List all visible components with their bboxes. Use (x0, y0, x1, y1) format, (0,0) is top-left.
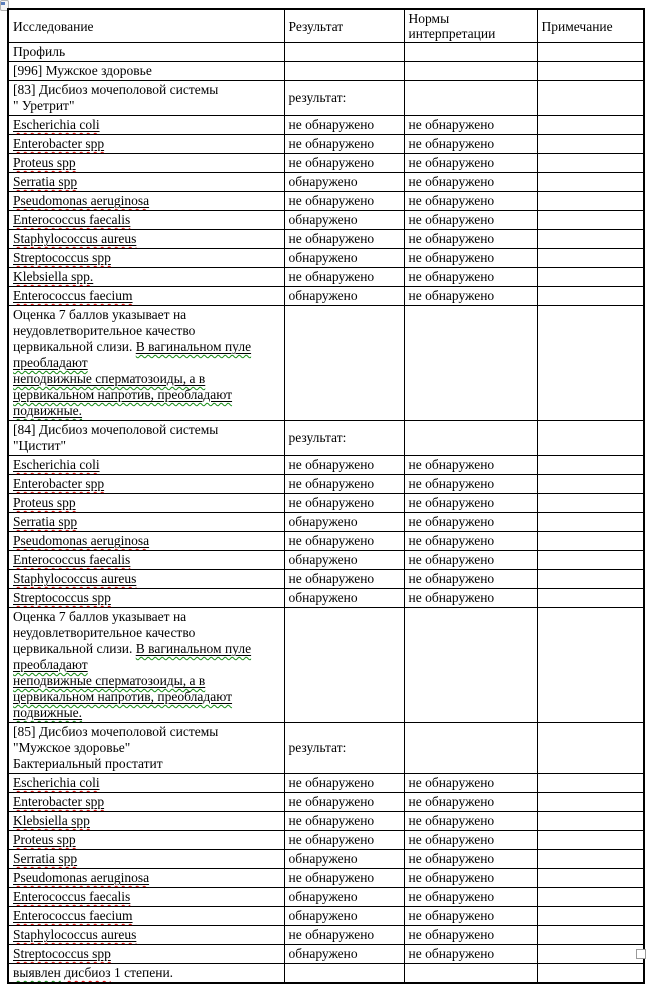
norm-cell[interactable]: не обнаружено (404, 135, 537, 154)
table-header-row (8, 9, 644, 43)
note-cell[interactable] (537, 494, 644, 513)
study-text: [84] Дисбиоз мочеполовой системы (13, 422, 219, 437)
result-cell[interactable]: обнаружено (284, 173, 404, 192)
table-row (8, 62, 644, 81)
study-text: неудовлетворительное качество (13, 323, 196, 338)
study-text: Staphylococcus aureus (13, 927, 137, 942)
result-cell[interactable]: обнаружено (284, 907, 404, 926)
note-cell[interactable] (537, 230, 644, 249)
study-text: [996] Мужское здоровье (13, 63, 152, 78)
table-row (8, 513, 644, 532)
result-cell[interactable] (284, 306, 404, 421)
study-cell[interactable] (8, 907, 284, 926)
result-cell[interactable]: обнаружено (284, 888, 404, 907)
norm-cell[interactable] (404, 62, 537, 81)
note-cell[interactable] (537, 475, 644, 494)
study-text: Klebsiella spp (13, 813, 90, 828)
note-cell[interactable] (537, 211, 644, 230)
study-cell[interactable] (8, 173, 284, 192)
study-cell[interactable] (8, 268, 284, 287)
study-text: Профиль (13, 44, 66, 59)
study-text: "Мужское здоровье" (13, 740, 131, 755)
result-cell[interactable]: не обнаружено (284, 869, 404, 888)
study-text: [83] Дисбиоз мочеполовой системы (13, 82, 219, 97)
study-cell[interactable] (8, 964, 284, 984)
study-text: преобладают (13, 355, 88, 370)
study-text: Pseudomonas aeruginosa (13, 533, 150, 548)
study-text: " Уретрит" (13, 98, 75, 113)
result-cell[interactable]: не обнаружено (284, 475, 404, 494)
study-text: Streptococcus spp (13, 250, 111, 265)
study-text: Оценка 7 баллов указывает на (13, 609, 187, 624)
study-text: Serratia spp (13, 851, 78, 866)
result-cell[interactable]: не обнаружено (284, 831, 404, 850)
note-cell[interactable] (537, 173, 644, 192)
study-cell[interactable] (8, 192, 284, 211)
study-text: цервикальном напротив, преобладают (13, 387, 233, 402)
result-cell[interactable]: не обнаружено (284, 135, 404, 154)
study-cell[interactable] (8, 850, 284, 869)
norm-cell[interactable]: не обнаружено (404, 475, 537, 494)
result-cell[interactable]: не обнаружено (284, 793, 404, 812)
study-text: Enterococcus faecalis (13, 212, 131, 227)
norm-cell[interactable]: не обнаружено (404, 173, 537, 192)
norm-cell[interactable]: не обнаружено (404, 774, 537, 793)
study-text: Staphylococcus aureus (13, 231, 137, 246)
norm-cell[interactable] (404, 43, 537, 62)
note-cell[interactable] (537, 907, 644, 926)
note-cell[interactable] (537, 513, 644, 532)
table-row (8, 306, 644, 421)
col-header-study[interactable]: Исследование (8, 9, 284, 43)
table-row (8, 869, 644, 888)
study-cell[interactable] (8, 551, 284, 570)
note-cell[interactable] (537, 589, 644, 608)
norm-cell[interactable]: не обнаружено (404, 154, 537, 173)
norm-cell[interactable] (404, 964, 537, 984)
study-cell[interactable] (8, 306, 284, 421)
result-cell[interactable] (284, 964, 404, 984)
norm-cell[interactable]: не обнаружено (404, 287, 537, 306)
study-text: [85] Дисбиоз мочеполовой системы (13, 724, 219, 739)
study-cell[interactable] (8, 513, 284, 532)
result-cell[interactable]: обнаружено (284, 287, 404, 306)
note-cell[interactable] (537, 62, 644, 81)
study-text: "Цистит" (13, 438, 67, 453)
note-cell[interactable] (537, 608, 644, 723)
study-text: Enterobacter spp (13, 136, 105, 151)
norm-cell[interactable]: не обнаружено (404, 812, 537, 831)
study-text: Klebsiella spp. (13, 269, 94, 284)
table-row (8, 154, 644, 173)
table-body (8, 43, 644, 984)
study-cell[interactable] (8, 116, 284, 135)
table-row (8, 211, 644, 230)
study-cell[interactable] (8, 421, 284, 456)
norm-cell[interactable]: не обнаружено (404, 268, 537, 287)
norm-cell[interactable] (404, 306, 537, 421)
study-text: Serratia spp (13, 514, 78, 529)
note-cell[interactable] (537, 532, 644, 551)
study-cell[interactable] (8, 869, 284, 888)
study-text: Escherichia coli (13, 117, 100, 132)
norm-cell[interactable]: не обнаружено (404, 869, 537, 888)
study-cell[interactable] (8, 888, 284, 907)
table-row (8, 494, 644, 513)
table-row (8, 964, 644, 984)
norm-cell[interactable]: не обнаружено (404, 551, 537, 570)
result-cell[interactable]: обнаружено (284, 513, 404, 532)
table-row (8, 551, 644, 570)
study-text: Proteus spp (13, 832, 76, 847)
study-text: Pseudomonas aeruginosa (13, 193, 150, 208)
norm-cell[interactable]: не обнаружено (404, 116, 537, 135)
study-text: В вагинальном пуле (135, 641, 252, 656)
table-row (8, 812, 644, 831)
note-cell[interactable] (537, 793, 644, 812)
study-cell[interactable] (8, 230, 284, 249)
norm-cell[interactable] (404, 608, 537, 723)
result-cell[interactable]: не обнаружено (284, 116, 404, 135)
result-cell[interactable]: обнаружено (284, 211, 404, 230)
lab-results-table (7, 8, 645, 984)
table-row (8, 570, 644, 589)
study-text: Enterococcus faecium (13, 908, 133, 923)
study-text: цервикальной слизи. (13, 339, 136, 354)
result-cell[interactable]: не обнаружено (284, 192, 404, 211)
study-cell[interactable] (8, 608, 284, 723)
study-text: Enterobacter spp (13, 794, 105, 809)
note-cell[interactable] (537, 926, 644, 945)
result-cell[interactable]: обнаружено (284, 551, 404, 570)
note-cell[interactable] (537, 192, 644, 211)
table-row (8, 192, 644, 211)
note-cell[interactable] (537, 306, 644, 421)
result-cell[interactable]: не обнаружено (284, 570, 404, 589)
note-cell[interactable] (537, 421, 644, 456)
result-cell[interactable]: обнаружено (284, 945, 404, 964)
study-text: неудовлетворительное качество (13, 625, 196, 640)
note-cell[interactable] (537, 812, 644, 831)
study-text: подвижные. (13, 705, 83, 720)
study-text: Proteus spp (13, 495, 76, 510)
table-row (8, 43, 644, 62)
result-cell[interactable] (284, 62, 404, 81)
note-cell[interactable] (537, 551, 644, 570)
table-row (8, 831, 644, 850)
result-cell[interactable]: не обнаружено (284, 154, 404, 173)
note-cell[interactable] (537, 135, 644, 154)
study-cell[interactable] (8, 62, 284, 81)
norm-cell[interactable]: не обнаружено (404, 831, 537, 850)
table-row (8, 945, 644, 964)
table-row (8, 608, 644, 723)
table-row (8, 230, 644, 249)
note-cell[interactable] (537, 869, 644, 888)
table-row (8, 888, 644, 907)
study-text: Serratia spp (13, 174, 78, 189)
note-cell[interactable] (537, 43, 644, 62)
note-cell[interactable] (537, 249, 644, 268)
table-row (8, 287, 644, 306)
table-row (8, 116, 644, 135)
study-cell[interactable] (8, 43, 284, 62)
study-cell[interactable] (8, 475, 284, 494)
study-cell[interactable] (8, 81, 284, 116)
note-cell[interactable] (537, 723, 644, 774)
table-row (8, 421, 644, 456)
norm-cell[interactable]: не обнаружено (404, 589, 537, 608)
study-cell[interactable] (8, 831, 284, 850)
study-text: Бактериальный простатит (13, 756, 163, 771)
result-cell[interactable]: результат: (284, 81, 404, 116)
result-cell[interactable]: не обнаружено (284, 456, 404, 475)
col-header-note[interactable]: Примечание (537, 9, 644, 43)
note-cell[interactable] (537, 154, 644, 173)
result-cell[interactable] (284, 608, 404, 723)
norm-cell[interactable] (404, 421, 537, 456)
note-cell[interactable] (537, 964, 644, 984)
norm-cell[interactable]: не обнаружено (404, 494, 537, 513)
study-text: неподвижные сперматозоиды, а в (13, 673, 206, 688)
note-cell[interactable] (537, 268, 644, 287)
note-cell[interactable] (537, 945, 644, 964)
study-cell[interactable] (8, 249, 284, 268)
note-cell[interactable] (537, 774, 644, 793)
table-row (8, 456, 644, 475)
study-cell[interactable] (8, 154, 284, 173)
study-text: цервикальной слизи. (13, 641, 136, 656)
norm-cell[interactable] (404, 81, 537, 116)
col-header-norms[interactable]: Нормы интерпретации (404, 9, 537, 43)
result-cell[interactable]: обнаружено (284, 850, 404, 869)
result-cell[interactable]: не обнаружено (284, 494, 404, 513)
study-cell[interactable] (8, 589, 284, 608)
table-row (8, 926, 644, 945)
norm-cell[interactable] (404, 723, 537, 774)
study-text: Enterococcus faecium (13, 288, 133, 303)
result-cell[interactable]: не обнаружено (284, 812, 404, 831)
study-cell[interactable] (8, 287, 284, 306)
result-cell[interactable]: не обнаружено (284, 268, 404, 287)
table-resize-handle[interactable] (636, 949, 646, 959)
study-cell[interactable] (8, 774, 284, 793)
norm-cell[interactable]: не обнаружено (404, 456, 537, 475)
col-header-result[interactable]: Результат (284, 9, 404, 43)
study-cell[interactable] (8, 494, 284, 513)
study-text: Escherichia coli (13, 775, 100, 790)
norm-cell[interactable]: не обнаружено (404, 945, 537, 964)
result-cell[interactable]: обнаружено (284, 249, 404, 268)
table-row (8, 173, 644, 192)
norm-cell[interactable]: не обнаружено (404, 513, 537, 532)
study-text: преобладают (13, 657, 88, 672)
table-row (8, 907, 644, 926)
study-cell[interactable] (8, 926, 284, 945)
study-cell[interactable] (8, 211, 284, 230)
result-cell[interactable]: не обнаружено (284, 774, 404, 793)
table-row (8, 268, 644, 287)
result-cell[interactable]: не обнаружено (284, 532, 404, 551)
study-text: Escherichia coli (13, 457, 100, 472)
study-text: дисбиоз (64, 965, 111, 980)
study-cell[interactable] (8, 570, 284, 589)
study-text: Staphylococcus aureus (13, 571, 137, 586)
study-text: выявлен (13, 965, 61, 980)
table-row (8, 135, 644, 154)
result-cell[interactable] (284, 43, 404, 62)
norm-cell[interactable]: не обнаружено (404, 532, 537, 551)
study-text: Enterobacter spp (13, 476, 105, 491)
study-cell[interactable] (8, 945, 284, 964)
study-text: Streptococcus spp (13, 946, 111, 961)
result-cell[interactable]: результат: (284, 421, 404, 456)
study-text: Enterococcus faecalis (13, 552, 131, 567)
table-row (8, 475, 644, 494)
table-row (8, 249, 644, 268)
study-text: Оценка 7 баллов указывает на (13, 307, 187, 322)
table-row (8, 793, 644, 812)
study-cell[interactable] (8, 723, 284, 774)
result-cell[interactable]: результат: (284, 723, 404, 774)
study-cell[interactable] (8, 135, 284, 154)
result-cell[interactable]: не обнаружено (284, 230, 404, 249)
study-text: подвижные. (13, 403, 83, 418)
study-text: Streptococcus spp (13, 590, 111, 605)
norm-cell[interactable]: не обнаружено (404, 850, 537, 869)
study-text: Pseudomonas aeruginosa (13, 870, 150, 885)
norm-cell[interactable]: не обнаружено (404, 926, 537, 945)
note-cell[interactable] (537, 888, 644, 907)
norm-cell[interactable]: не обнаружено (404, 230, 537, 249)
study-cell[interactable] (8, 812, 284, 831)
note-cell[interactable] (537, 570, 644, 589)
table-row (8, 532, 644, 551)
study-text: цервикальном напротив, преобладают (13, 689, 233, 704)
norm-cell[interactable]: не обнаружено (404, 907, 537, 926)
study-text: неподвижные сперматозоиды, а в (13, 371, 206, 386)
study-text: В вагинальном пуле (135, 339, 252, 354)
table-row (8, 589, 644, 608)
study-cell[interactable] (8, 456, 284, 475)
result-cell[interactable]: обнаружено (284, 589, 404, 608)
norm-cell[interactable]: не обнаружено (404, 249, 537, 268)
norm-cell[interactable]: не обнаружено (404, 192, 537, 211)
note-cell[interactable] (537, 116, 644, 135)
study-text: 1 степени. (110, 965, 174, 980)
table-row (8, 774, 644, 793)
norm-cell[interactable]: не обнаружено (404, 211, 537, 230)
note-cell[interactable] (537, 456, 644, 475)
note-cell[interactable] (537, 831, 644, 850)
norm-cell[interactable]: не обнаружено (404, 793, 537, 812)
result-cell[interactable]: не обнаружено (284, 926, 404, 945)
note-cell[interactable] (537, 81, 644, 116)
norm-cell[interactable]: не обнаружено (404, 570, 537, 589)
study-cell[interactable] (8, 532, 284, 551)
note-cell[interactable] (537, 850, 644, 869)
table-move-handle-glyph (1, 2, 5, 5)
study-text: Enterococcus faecalis (13, 889, 131, 904)
study-cell[interactable] (8, 793, 284, 812)
table-row (8, 723, 644, 774)
table-row (8, 850, 644, 869)
note-cell[interactable] (537, 287, 644, 306)
table-row (8, 81, 644, 116)
study-text: Proteus spp (13, 155, 76, 170)
norm-cell[interactable]: не обнаружено (404, 888, 537, 907)
